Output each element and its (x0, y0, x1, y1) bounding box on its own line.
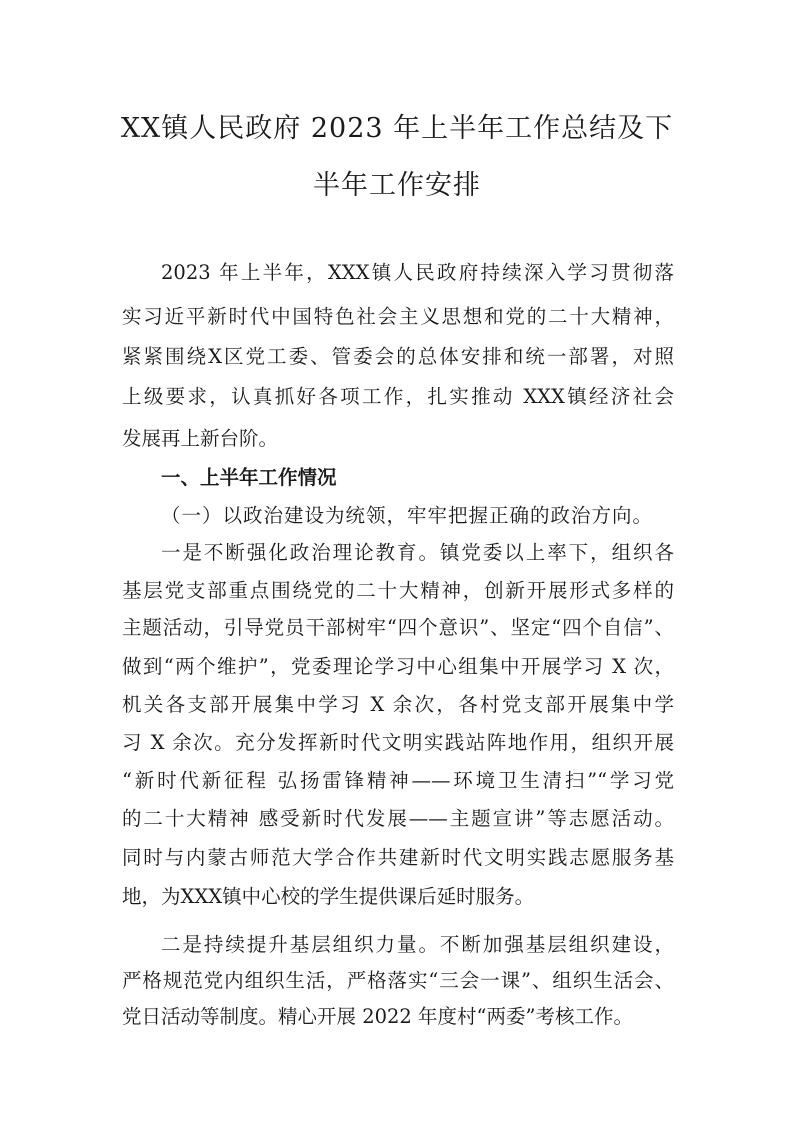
paragraph-line: 基层党支部重点围绕党的二十大精神，创新开展形式多样的 (122, 579, 674, 602)
paragraph-line: 的二十大精神 感受新时代发展——主题宣讲”等志愿活动。 (122, 807, 674, 830)
paragraph-line: 党日活动等制度。精心开展 2022 年度村“两委”考核工作。 (122, 1005, 633, 1028)
paragraph-line: 做到“两个维护”，党委理论学习中心组集中开展学习 X 次， (122, 655, 674, 678)
paragraph-line: 严格规范党内组织生活，严格落实“三会一课”、组织生活会、 (122, 969, 674, 992)
paragraph-line: 二是持续提升基层组织力量。不断加强基层组织建设， (161, 933, 674, 956)
paragraph-line: 同时与内蒙古师范大学合作共建新时代文明实践志愿服务基 (122, 846, 674, 869)
subsection-heading: （一）以政治建设为统领，牢牢把握正确的政治方向。 (161, 504, 654, 527)
intro-line: 紧紧围绕X区党工委、管委会的总体安排和统一部署，对照 (122, 345, 674, 368)
paragraph-line: 机关各支部开展集中学习 X 余次，各村党支部开展集中学 (122, 693, 674, 716)
paragraph-line: 习 X 余次。充分发挥新时代文明实践站阵地作用，组织开展 (122, 731, 674, 754)
paragraph-line: 一是不断强化政治理论教育。镇党委以上率下，组织各 (161, 541, 674, 564)
paragraph-line: “新时代新征程 弘扬雷锋精神——环境卫生清扫”“学习党 (122, 769, 674, 792)
document-title-line-2: 半年工作安排 (313, 170, 481, 201)
section-heading: 一、上半年工作情况 (161, 466, 337, 489)
intro-line: 发展再上新台阶。 (122, 427, 279, 450)
paragraph-line: 主题活动，引导党员干部树牢“四个意识”、坚定“四个自信”、 (122, 616, 674, 639)
paragraph-line: 地，为XXX镇中心校的学生提供课后延时服务。 (122, 885, 535, 908)
intro-line: 2023 年上半年，XXX镇人民政府持续深入学习贯彻落 (161, 261, 674, 284)
intro-line: 上级要求，认真抓好各项工作，扎实推动 XXX镇经济社会 (122, 385, 674, 408)
document-title-line-1: XX镇人民政府 2023 年上半年工作总结及下 (120, 113, 674, 144)
intro-line: 实习近平新时代中国特色社会主义思想和党的二十大精神， (122, 305, 674, 328)
